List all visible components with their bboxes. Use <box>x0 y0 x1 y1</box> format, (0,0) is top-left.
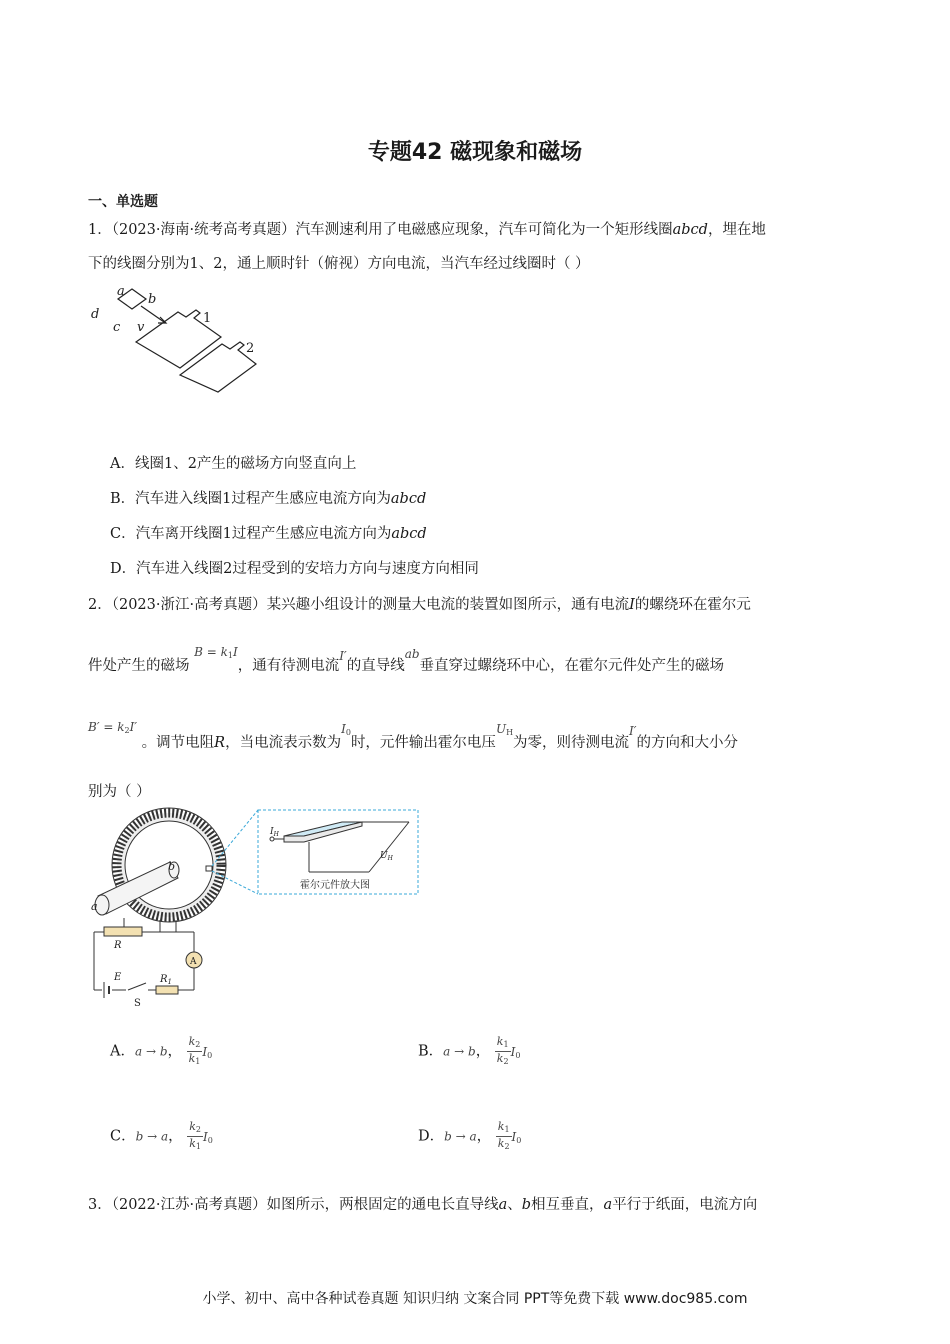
q2-hall-marker <box>206 866 212 871</box>
q2-option-b-num-sub: 1 <box>503 1040 509 1049</box>
q2-option-b-num-main: k <box>496 1035 504 1048</box>
q2-fig-label-ih-sub: H <box>273 831 279 838</box>
q1-text-end: ，埋在地 <box>707 222 766 238</box>
q3-var-a: a <box>498 1197 508 1213</box>
q2-option-d[interactable]: D．b → a， $\frac{k_1}{k_2}$ $I_0$ <box>418 1120 522 1151</box>
q3-line-1 <box>88 1193 757 1214</box>
q2-option-a-num <box>187 1035 203 1052</box>
q2-option-a-tail-main: I <box>202 1044 208 1059</box>
q2-l3-i0-main: I <box>341 722 346 736</box>
q2-l2-text-a: 件处产生的磁场 <box>88 658 190 674</box>
q2-option-c-tail <box>203 1130 213 1144</box>
q1-option-c[interactable] <box>110 522 427 543</box>
q1-fig-label-v: v <box>137 320 145 335</box>
q2-current-prime: I′ <box>339 649 347 663</box>
q3-text-end: 平行于纸面，电流方向 <box>612 1197 758 1213</box>
q2-option-b-tail-main: I <box>510 1044 516 1059</box>
q2-option-a-frac <box>187 1035 203 1068</box>
q2-l3-uh-main: U <box>495 722 507 736</box>
q2-resistor-r1 <box>156 986 178 994</box>
q3-text: 3．（2022·江苏·高考真题）如图所示，两根固定的通电长直导线 <box>88 1197 499 1213</box>
q2-l3-var-r: R <box>214 735 226 751</box>
q2-option-c[interactable]: C．b → a， $\frac{k_2}{k_1}$ $I_0$ <box>110 1120 213 1151</box>
q2-l2-text-d: 垂直穿过螺绕环中心，在霍尔元件处产生的磁场 <box>419 658 725 674</box>
q2-option-c-letter: C． <box>110 1128 136 1145</box>
q2-l3-text-e: 的方向和大小分 <box>636 735 739 751</box>
q2-l3-text-d: 为零，则待测电流 <box>513 735 630 751</box>
q1-option-b-text: B．汽车进入线圈1过程产生感应电流方向为 <box>110 491 391 507</box>
q1-line-1 <box>88 218 766 239</box>
q2-option-c-num <box>187 1120 203 1137</box>
q2-l2-text-c: 的直导线 <box>346 658 405 674</box>
q2-option-a[interactable]: A．a → b， $\frac{k_2}{k_1}$ $I_0$ <box>110 1035 213 1066</box>
q2-option-d-dir: b → a <box>444 1129 477 1144</box>
q2-option-a-den-sub: 1 <box>195 1057 201 1066</box>
q1-fig-label-d: d <box>91 307 100 322</box>
q2-formula-bp-sub: 2 <box>124 726 130 735</box>
q2-fig-label-ammeter: A <box>190 957 197 967</box>
q2-l3-text-a: 。调节电阻 <box>141 735 215 751</box>
q1-option-b[interactable] <box>110 487 426 508</box>
q2-text-end: 的螺绕环在霍尔元 <box>634 597 751 613</box>
q2-option-b-den-main: k <box>496 1052 504 1065</box>
q2-l3-i0 <box>341 722 351 736</box>
q2-wire-ab: ab <box>404 647 420 661</box>
q2-option-d-letter: D． <box>418 1128 445 1145</box>
q2-option-a-dir: a → b <box>134 1044 168 1059</box>
q2-l3-text-b: ，当电流表示数为 <box>225 735 342 751</box>
q2-option-d-num-sub: 1 <box>504 1125 510 1134</box>
page-title: 专题42 磁现象和磁场 <box>367 140 583 165</box>
q2-fig-label-r1 <box>159 974 172 986</box>
q2-formula-bp-post: I′ <box>129 720 138 734</box>
q2-l3-uh <box>496 722 513 736</box>
q2-fig-label-e: E <box>114 972 122 983</box>
q2-option-c-num-main: k <box>189 1120 196 1133</box>
q2-option-c-num-sub: 2 <box>195 1125 202 1134</box>
q1-fig-label-1: 1 <box>203 311 212 326</box>
q1-line-2: 下的线圈分别为1、2，通上顺时针（俯视）方向电流，当汽车经过线圈时（ ） <box>88 256 590 272</box>
q2-option-b-den <box>495 1052 511 1068</box>
q1-fig-label-a: a <box>117 284 125 299</box>
q1-option-b-var: abcd <box>390 491 427 507</box>
q1-option-c-var: abcd <box>391 526 427 542</box>
q1-coil-2 <box>180 342 256 392</box>
q2-option-c-den <box>187 1137 203 1153</box>
q2-option-b-num <box>495 1035 511 1052</box>
q1-var: abcd <box>672 222 708 238</box>
q2-option-a-den <box>187 1052 203 1068</box>
q2-option-b[interactable]: B．a → b， $\frac{k_1}{k_2}$ $I_0$ <box>418 1035 521 1066</box>
q2-l3-current-prime: I′ <box>629 724 637 738</box>
q2-option-a-den-main: k <box>188 1052 196 1065</box>
q2-l3-text-c: 时，元件输出霍尔电压 <box>350 735 496 751</box>
q2-option-b-letter: B． <box>418 1043 444 1060</box>
q2-line-3 <box>88 720 739 752</box>
q2-text: 2．（2023·浙江·高考真题）某兴趣小组设计的测量大电流的装置如图所示，通有电流 <box>88 597 630 613</box>
q1-option-c-text: C．汽车离开线圈1过程产生感应电流方向为 <box>110 526 392 542</box>
q3-sep: 、 <box>507 1197 522 1213</box>
q2-option-d-num-main: k <box>497 1120 505 1133</box>
q3-var-b: b <box>521 1197 532 1213</box>
q1-velocity-arrow <box>141 306 164 322</box>
q2-option-c-frac <box>187 1120 203 1153</box>
q2-option-d-den <box>496 1137 512 1153</box>
q1-text: 1．（2023·海南·统考高考真题）汽车测速利用了电磁感应现象，汽车可简化为一个矩形线圈 <box>88 222 673 238</box>
q2-l3-i0-sub: 0 <box>345 728 351 737</box>
q2-option-a-tail <box>202 1045 212 1059</box>
q2-fig-label-r1-main: R <box>160 974 168 985</box>
q1-option-d-text: D．汽车进入线圈2过程受到的安培力方向与速度方向相同 <box>110 561 479 577</box>
q2-line-4: 别为（ ） <box>88 784 151 800</box>
q1-option-d[interactable] <box>110 557 479 578</box>
q2-option-c-tail-main: I <box>203 1129 208 1144</box>
q2-zoom-caption: 霍尔元件放大图 <box>300 880 370 891</box>
q2-formula-b-main: B = k <box>194 645 228 659</box>
q2-var-i: I <box>629 597 635 613</box>
q2-option-a-num-sub: 2 <box>195 1040 201 1049</box>
q2-option-c-den-sub: 1 <box>195 1142 202 1151</box>
q2-option-a-tail-sub: 0 <box>207 1050 213 1060</box>
page-footer: 小学、初中、高中各种试卷真题 知识归纳 文案合同 PPT等免费下载 www.doc985.com <box>202 1291 748 1307</box>
q2-formula-bp <box>88 720 137 734</box>
q2-option-b-frac <box>495 1035 511 1068</box>
q2-figure <box>84 808 424 1009</box>
q2-fig-label-a: a <box>91 900 98 913</box>
q2-option-a-letter: A． <box>110 1043 135 1060</box>
q2-formula-b-post: I <box>232 645 238 659</box>
q2-rheostat <box>104 927 142 936</box>
q2-option-c-den-main: k <box>189 1137 196 1150</box>
q2-option-b-dir: a → b <box>443 1044 476 1059</box>
q2-option-b-tail <box>511 1045 521 1059</box>
q1-option-a-text: A．线圈1、2产生的磁场方向竖直向上 <box>110 456 357 472</box>
q1-fig-label-b: b <box>148 292 157 307</box>
q1-option-a[interactable] <box>110 452 356 473</box>
q2-fig-label-b: b <box>168 860 176 873</box>
q1-fig-label-c: c <box>113 320 121 335</box>
q2-formula-b-sub: 1 <box>227 651 233 660</box>
q1-figure <box>86 282 276 412</box>
q2-option-d-den-sub: 2 <box>504 1142 510 1151</box>
q2-option-d-den-main: k <box>497 1137 505 1150</box>
q2-fig-label-uh-sub: H <box>387 855 393 862</box>
q3-text-mid: 相互垂直， <box>531 1197 604 1213</box>
q2-option-d-tail <box>512 1130 522 1144</box>
section-heading: 一、单选题 <box>88 194 158 210</box>
q2-line-1 <box>88 593 751 614</box>
q2-option-d-tail-sub: 0 <box>516 1135 522 1145</box>
q2-l2-text-b: ，通有待测电流 <box>237 658 340 674</box>
q2-fig-label-r1-sub: 1 <box>167 978 172 986</box>
q2-fig-label-r: R <box>114 940 122 951</box>
q2-option-b-den-sub: 2 <box>503 1057 509 1066</box>
q2-fig-label-uh-main: U <box>380 851 388 861</box>
q2-option-d-num <box>496 1120 512 1137</box>
q2-line-2 <box>88 645 725 675</box>
q3-var-a2: a <box>603 1197 613 1213</box>
q1-fig-label-2: 2 <box>246 341 255 356</box>
q2-fig-label-ih-main: I <box>270 827 274 837</box>
q2-l3-uh-sub: H <box>506 728 514 737</box>
q2-option-d-tail-main: I <box>511 1129 517 1144</box>
q2-fig-label-s: S <box>134 998 141 1009</box>
q2-option-c-dir: b → a <box>135 1129 169 1144</box>
q2-option-c-tail-sub: 0 <box>207 1135 213 1145</box>
q2-option-b-tail-sub: 0 <box>515 1050 521 1060</box>
q2-option-a-num-main: k <box>188 1035 196 1048</box>
q2-formula-bp-main: B′ = k <box>88 720 125 734</box>
q2-option-d-frac <box>496 1120 512 1153</box>
q2-formula-b <box>194 645 238 659</box>
